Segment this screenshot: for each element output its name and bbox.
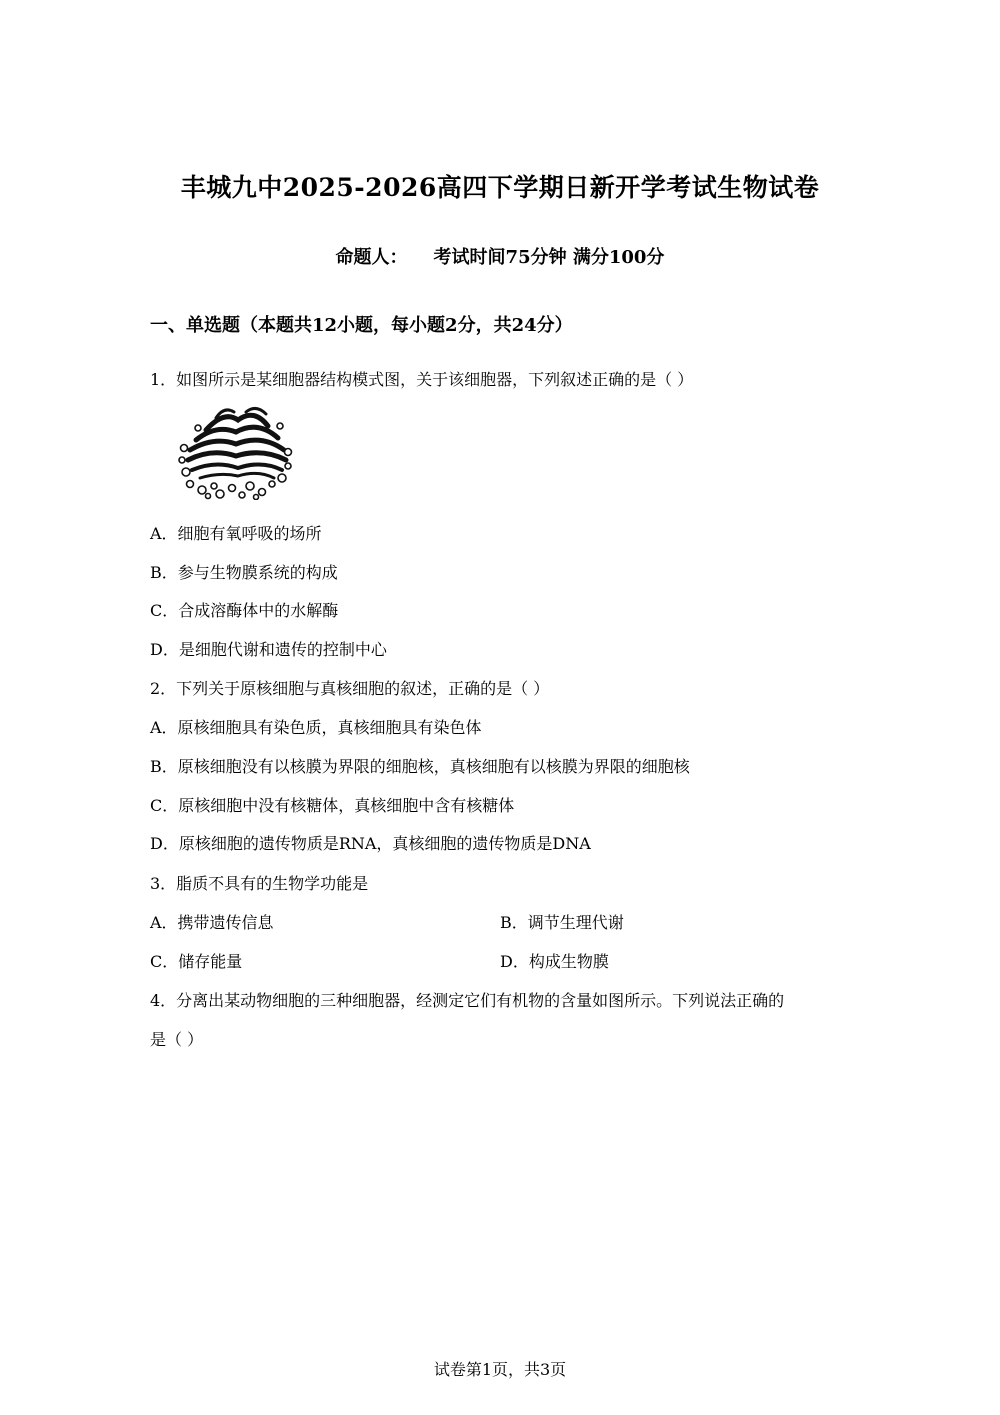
- exam-time-score: 考试时间75分钟 满分100分: [433, 247, 665, 268]
- page-footer: 试卷第1页，共3页: [433, 1360, 567, 1379]
- question-3-stem: 3．脂质不具有的生物学功能是: [150, 874, 369, 893]
- question-3-option-c: C．储存能量: [150, 952, 243, 971]
- exam-info: [0, 243, 1000, 269]
- page-title: 丰城九中2025-2026高四下学期日新开学考试生物试卷: [180, 173, 820, 202]
- author-label: 命题人：: [335, 247, 408, 268]
- golgi-apparatus-icon: [176, 402, 294, 500]
- question-1-option-b: B．参与生物膜系统的构成: [150, 563, 338, 582]
- question-1-option-a: A．细胞有氧呼吸的场所: [150, 524, 322, 543]
- question-2-option-c: C．原核细胞中没有核糖体，真核细胞中含有核糖体: [150, 796, 515, 815]
- question-4-stem-line-2: 是（ ）: [150, 1030, 204, 1049]
- question-2-option-b: B．原核细胞没有以核膜为界限的细胞核，真核细胞有以核膜为界限的细胞核: [150, 757, 690, 776]
- question-1-option-c: C．合成溶酶体中的水解酶: [150, 601, 339, 620]
- question-3-option-a: A．携带遗传信息: [150, 913, 274, 932]
- question-3-option-d: D．构成生物膜: [500, 952, 609, 971]
- question-2-option-a: A．原核细胞具有染色质，真核细胞具有染色体: [150, 718, 482, 737]
- question-1-option-d: D．是细胞代谢和遗传的控制中心: [150, 640, 387, 659]
- section-heading: 一、单选题（本题共12小题，每小题2分，共24分）: [150, 315, 573, 336]
- question-4-stem-line-1: 4．分离出某动物细胞的三种细胞器，经测定它们有机物的含量如图所示。下列说法正确的: [150, 991, 785, 1010]
- question-3-option-b: B．调节生理代谢: [500, 913, 624, 932]
- question-2-stem: 2．下列关于原核细胞与真核细胞的叙述，正确的是（ ）: [150, 679, 550, 698]
- question-2-option-d: D．原核细胞的遗传物质是RNA，真核细胞的遗传物质是DNA: [150, 834, 591, 853]
- question-1-stem: 1．如图所示是某细胞器结构模式图，关于该细胞器，下列叙述正确的是（ ）: [150, 370, 694, 389]
